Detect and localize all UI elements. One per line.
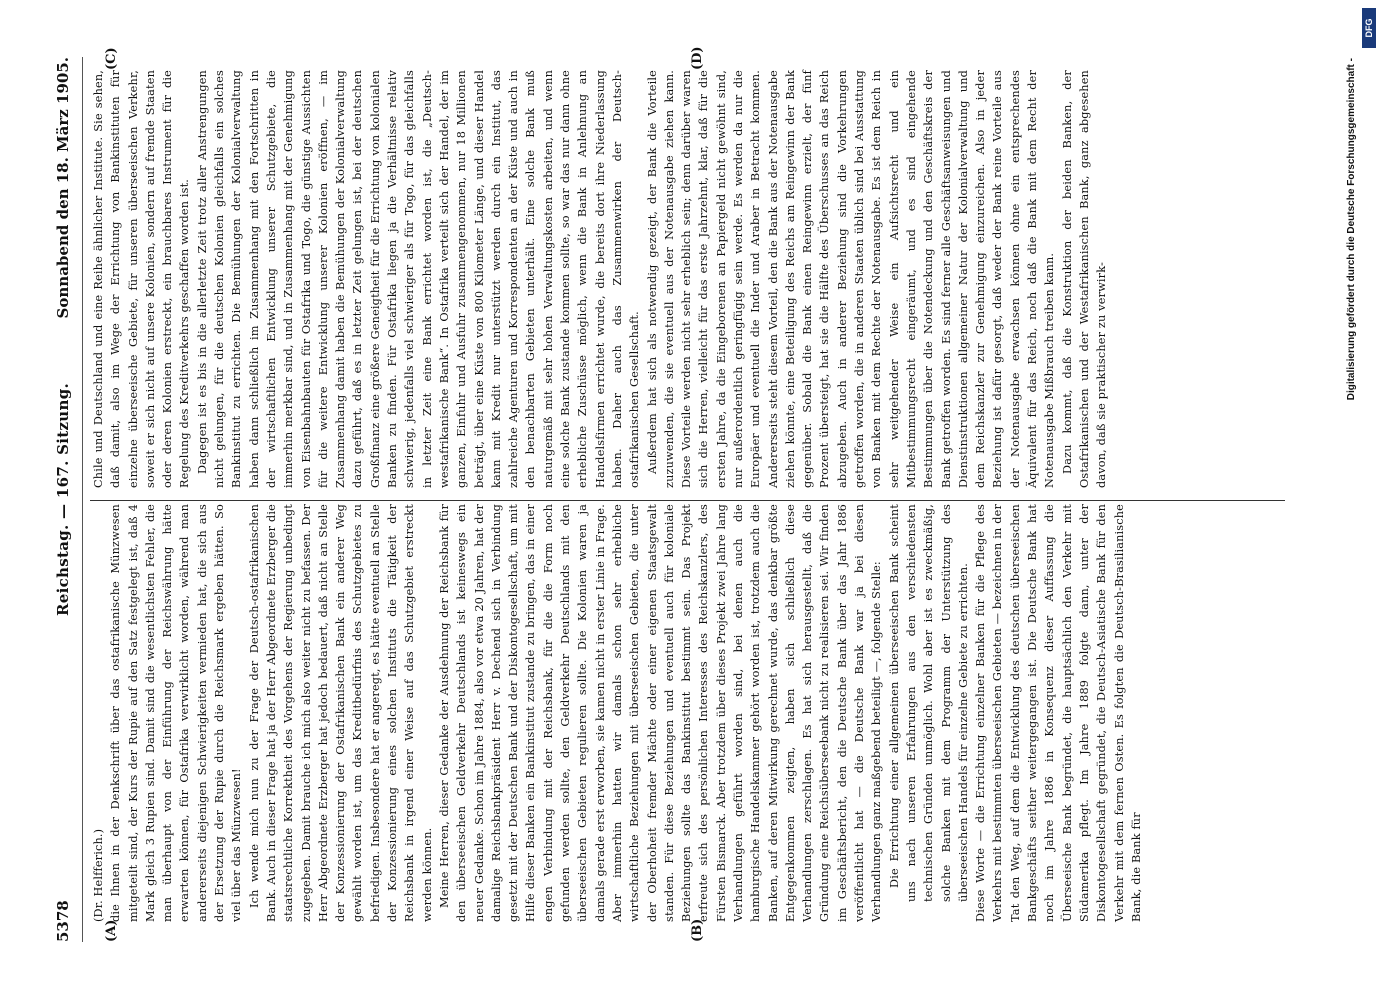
margin-marker-b: (B) — [690, 918, 705, 942]
paragraph: Dazu kommt, daß die Konstruktion der beiden Banken, der Ostafrikanischen und der Westafrikanischen Bank, ganz abgesehen davon, daß sie praktischer zu verwirk- — [1060, 70, 1109, 488]
paragraph: Ich wende mich nun zu der Frage der Deutsch-ostafrikanischen Bank. Auch in dieser Frage hat ja der Herr Abgeordnete Erzberger die staatsrechtliche Korrektheit des Vorgehens der Regierung unbedingt zugegeben. Damit brauche ich mich also weiter nicht zu befassen. Der Herr Abgeordnete Erzberger hat jedoch bedauert, daß nicht an Stelle der Konzessionierung der Ostafrikanischen Bank ein anderer Weg gewählt worden ist, um das Kreditbedürfnis des Schutzgebietes zu befriedigen. Insbesondere hat er angeregt, es hätte eventuell an Stelle der Konzessionierung eines solchen Instituts die Tätigkeit der Reichsbank in irgend einer Weise auf das Schutzgebiet erstreckt werden können. — [247, 504, 434, 922]
paragraph: Dagegen ist es bis in die allerletzte Zeit trotz aller Anstrengungen nicht gelungen, für die deutschen Kolonien gleichfalls ein solches Bankinstitut zu errichten. Die Bemühungen der Kolonialverwaltung haben dann schließlich im Zusammenhang mit den Fortschritten in der wirtschaftlichen Entwicklung unserer Schutzgebiete, die immerhin merkbar sind, und in Zusammenhang mit der Genehmigung von Eisenbahnbauten für Ostafrika und Togo, die günstige Aussichten für die weitere Entwicklung unserer Kolonien eröffnen, — im Zusammenhang damit haben die Bemühungen der Kolonialverwaltung dazu geführt, daß es in letzter Zeit gelungen ist, bei der deutschen Großfinanz eine größere Geneigtheit für die Errichtung von kolonialen Banken zu finden. Für Ostafrika liegen ja die Verhältnisse relativ schwierig, jedenfalls viel schwieriger als für Togo, für das gleichfalls in letzter Zeit eine Bank errichtet worden ist, die „Deutsch-westafrikanische Bank“. In Ostafrika verteilt sich der Handel, der im ganzen, Einfuhr und Ausfuhr zusammengenommen, nur 18 Millionen beträgt, über eine Küste von 800 Kilometer Länge, und dieser Handel kann mit Kredit nur unterstützt werden durch ein Institut, das zahlreiche Agenturen und Korrespondenten an der Küste und auch in den benachbarten Gebieten unterhält. Eine solche Bank muß naturgemäß mit sehr hohen Verwaltungskosten arbeiten, und wenn eine solche Bank zustande kommen sollte, so war das nur dann ohne erhebliche Zuschüsse möglich, wenn die Bank in Anlehnung an Handelsfirmen errichtet wurde, die bereits dort ihre Niederlassung haben. Daher auch das Zusammenwirken der Deutsch-ostafrikanischen Gesellschaft. — [195, 70, 642, 488]
paragraph: Chile und Deutschland und eine Reihe ähnlicher Institute. Sie sehen, daß damit, also im Wege der Errichtung von Bankinstituten für einzelne überseeische Gebiete, für unseren überseeischen Verkehr, soweit er sich nicht auf unsere Kolonien, sondern auf fremde Staaten oder deren Kolonien erstreckt, ein brauchbares Instrument für die Regelung des Kreditverkehrs geschaffen worden ist. — [92, 70, 192, 488]
dfg-logo-text: DFG — [1364, 18, 1374, 38]
paragraph: Diese Worte — die Errichtung einzelner Banken für die Pflege des Verkehrs mit bestimmten überseeischen Gebieten — bezeichnen in der Tat den Weg, auf dem die Entwicklung des deutschen überseeischen Bankgeschäfts seither weitergegangen ist. Die Deutsche Bank hat noch im Jahre 1886 in Konsequenz dieser Auffassung die Überseeische Bank begründet, die hauptsächlich den Verkehr mit Südamerika pflegt. Im Jahre 1889 folgte dann, unter der Diskontogesellschaft gegründet, die Deutsch-Asiatische Bank für den Verkehr mit dem fernen Osten. Es folgten die Deutsch-Brasilianische Bank, die Bank für — [974, 504, 1143, 922]
margin-marker-a: (A) — [104, 919, 119, 942]
session-date: Sonnabend den 18. März 1905. — [54, 57, 72, 319]
column-divider — [90, 500, 1285, 501]
right-column — [90, 70, 1111, 488]
page-header — [52, 57, 78, 942]
margin-marker-d: (D) — [690, 46, 705, 70]
digitization-credit — [1345, 10, 1379, 995]
left-column — [90, 504, 1145, 922]
quote-text: Die Errichtung einer allgemeinen überseeischen Bank scheint uns nach unseren Erfahrungen aus den verschiedensten technischen Gründen unmöglich. Wohl aber ist es zweckmäßig, solche Banken mit dem Programm der Unterstützung des überseeischen Handels für einzelne Gebiete zu errichten. — [887, 504, 970, 902]
speaker-label: (Dr. Helfferich.) — [92, 828, 105, 922]
session-title: Reichstag. — 167. Sitzung. — [54, 382, 72, 617]
dfg-logo — [1362, 8, 1376, 48]
quotation — [886, 504, 972, 902]
credit-text: Digitalisierung gefördert durch die Deutsche Forschungsgemeinschaft - — [1346, 58, 1357, 401]
header-rule — [82, 57, 83, 942]
paragraph: die Ihnen in der Denkschrift über das ostafrikanische Münzwesen mitgeteilt sind, der Kurs der Rupie auf den Satz festgelegt ist, daß 4 Mark gleich 3 Rupien sind. Damit sind die wesentlichsten Fehler, die man überhaupt von der Einführung der Reichswährung hätte erwarten können, für Ostafrika verwirklicht worden, während man andererseits diejenigen Schwierigkeiten vermieden hat, die sich aus der Ersetzung der Rupie durch die Reichsmark ergeben hätten. So viel über das Münzwesen! — [109, 504, 244, 922]
paragraph: Meine Herren, dieser Gedanke der Ausdehnung der Reichsbank für den überseeischen Geldverkehr Deutschlands ist keineswegs ein neuer Gedanke. Schon im Jahre 1884, also vor etwa 20 Jahren, hat der damalige Reichsbankpräsident Herr v. Dechend sich in Verbindung gesetzt mit der Deutschen Bank und der Diskontogesellschaft, um mit Hilfe dieser Banken ein Bankinstitut zustande zu bringen, das in einer engen Verbindung mit der Reichsbank, für die die Form noch gefunden werden sollte, den Geldverkehr Deutschlands mit den überseeischen Gebieten regulieren sollte. Die Kolonien waren ja damals gerade erst erworben, sie kamen nicht in erster Linie in Frage. Aber immerhin hatten wir damals schon sehr erhebliche wirtschaftliche Beziehungen mit überseeischen Gebieten, die unter der Oberhoheit fremder Mächte oder einer eigenen Staatsgewalt standen. Für diese Beziehungen und eventuell auch für koloniale Beziehungen sollte das Bankinstitut bestimmt sein. Das Projekt erfreute sich des persönlichen Interesses des Reichskanzlers, des Fürsten Bismarck. Aber trotzdem über dieses Projekt zwei Jahre lang Verhandlungen geführt worden sind, bei denen auch die hamburgische Handelskammer gehört worden ist, trotzdem auch die Banken, auf deren Mitwirkung gerechnet wurde, das denkbar größte Entgegenkommen zeigten, haben sich schließlich diese Verhandlungen zerschlagen. Es hat sich herausgestellt, daß die Gründung eine Reichsüberseebank nicht zu realisieren sei. Wir finden im Geschäftsbericht, den die Deutsche Bank über das Jahr 1886 veröffentlicht hat — die Deutsche Bank war ja bei diesen Verhandlungen ganz maßgebend beteiligt —, folgende Stelle: — [437, 504, 884, 922]
margin-marker-c: (C) — [104, 47, 119, 70]
paragraph: Außerdem hat sich als notwendig gezeigt, der Bank die Vorteile zuzuwenden, die sie eventuell aus der Notenausgabe ziehen kann. Diese Vorteile werden nicht sehr erheblich sein; denn darüber waren sich die Herren, vielleicht für das erste Jahrzehnt, klar, daß für die ersten Jahre, da die Eingeborenen an Papiergeld nicht gewöhnt sind, nur außerordentlich geringfügig sein werde. Es werden da nur die Europäer und eventuell die Inder und Araber in Betracht kommen. Andererseits steht diesem Vorteil, den die Bank aus der Notenausgabe ziehen könnte, eine Beteiligung des Reichs am Reingewinn der Bank gegenüber. Sobald die Bank einen Reingewinn erzielt, der fünf Prozent übersteigt, hat sie die Hälfte des Überschusses an das Reich abzugeben. Auch in anderer Beziehung sind die Vorkehrungen getroffen worden, die in anderen Staaten üblich sind bei Ausstattung von Banken mit dem Rechte der Notenausgabe. Es ist dem Reich in sehr weitgehender Weise ein Aufsichtsrecht und ein Mitbestimmungsrecht eingeräumt, und es sind eingehende Bestimmungen über die Notendeckung und den Geschäftskreis der Bank getroffen worden. Es sind ferner alle Geschäftsanweisungen und Dienstinstruktionen allgemeiner Natur der Kolonialverwaltung und dem Reichskanzler zur Genehmigung einzureichen. Also in jeder Beziehung ist dafür gesorgt, daß weder der Bank reine Vorteile aus der Notenausgabe erwachsen können ohne ein entsprechendes Äquivalent für das Reich, noch daß die Bank mit dem Recht der Notenausgabe Mißbrauch treiben kann. — [645, 70, 1057, 488]
page-number: 5378 — [54, 900, 72, 942]
